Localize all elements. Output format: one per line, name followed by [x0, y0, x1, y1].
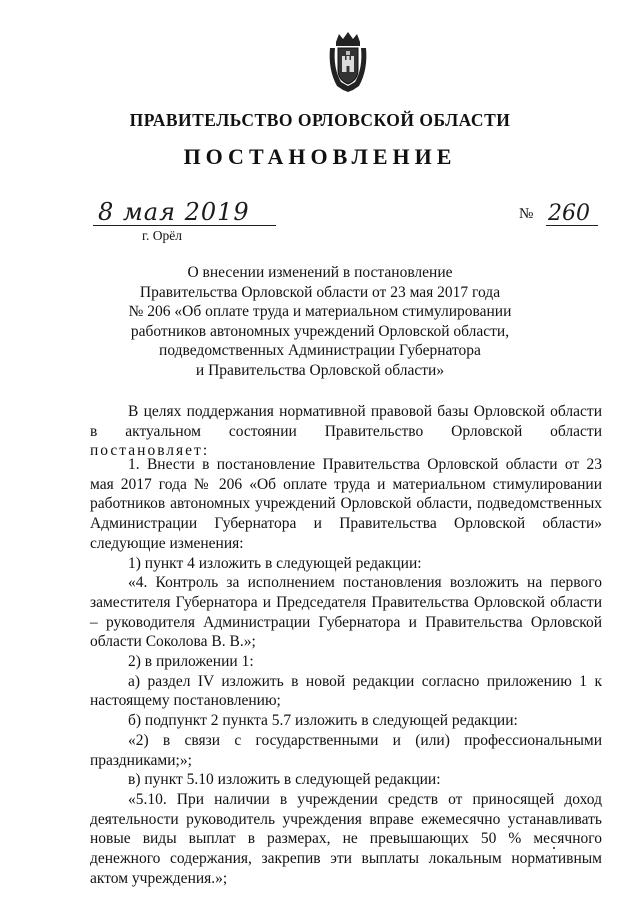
document-type: ПОСТАНОВЛЕНИЕ [183, 144, 457, 169]
title-line: О внесении изменений в постановление [187, 264, 453, 281]
government-name: ПРАВИТЕЛЬСТВО ОРЛОВСКОЙ ОБЛАСТИ [129, 110, 511, 130]
paragraph: «4. Контроль за исполнением постановления возложить на первого заместителя Губернатора и Председателя Правительства Орловской области – руководителя Администрации Губернатора и Правительства Орловской области Соколова В. В.»; [90, 574, 602, 651]
city: г. Орёл [142, 228, 182, 243]
paragraph: 2) в приложении 1: [128, 653, 254, 671]
paragraph: 1) пункт 4 изложить в следующей редакции: [128, 554, 422, 572]
scan-speck [553, 847, 555, 849]
number-underline [546, 225, 598, 226]
title-line: Правительства Орловской области от 23 мая 2017 года [139, 283, 501, 301]
preamble-text: В целях поддержания нормативной правовой базы Орловской области в актуальном состоянии Правительство Орловской области [90, 403, 602, 440]
handwritten-number: 260 [548, 201, 590, 226]
paragraph: а) раздел IV изложить в новой редакции согласно приложению 1 к настоящему постановлению; [90, 672, 602, 710]
title-line: подведомственных Администрации Губернатора [159, 342, 481, 360]
handwritten-date: 8 мая 2019 [98, 198, 250, 226]
document-title [60, 263, 580, 381]
date-underline [93, 225, 276, 226]
paragraph: «5.10. При наличии в учреждении средств от приносящей доход деятельности руководитель учреждения вправе ежемесячно устанавливать новые виды выплат в размерах, не превышающих 50 % месячного денежного содержания, закрепив эти выплаты локальным нормативным актом учреждения.»; [90, 790, 602, 887]
paragraph: б) подпункт 2 пункта 5.7 изложить в следующей редакции: [128, 712, 518, 730]
coat-of-arms-icon [327, 30, 369, 94]
document-body [90, 455, 602, 888]
paragraph: «2) в связи с государственными и (или) профессиональными праздниками;»; [90, 731, 602, 769]
number-prefix: № [519, 206, 534, 222]
preamble [90, 402, 602, 461]
title-line: работников автономных учреждений Орловской области, [130, 322, 510, 340]
title-line: и Правительства Орловской области» [195, 361, 445, 379]
paragraph: 1. Внести в постановление Правительства Орловской области от 23 мая 2017 года № 206 «Об оплате труда и материальном стимулировании работников автономных учреждений Орловской области, подведомственных Администрации Губернатора и Правительства Орловской области» следующие изменения: [90, 456, 602, 552]
paragraph: в) пункт 5.10 изложить в следующей редакции: [128, 771, 441, 789]
preamble-verb: постановляет: [90, 442, 210, 460]
title-line: № 206 «Об оплате труда и материальном стимулировании [128, 303, 512, 321]
